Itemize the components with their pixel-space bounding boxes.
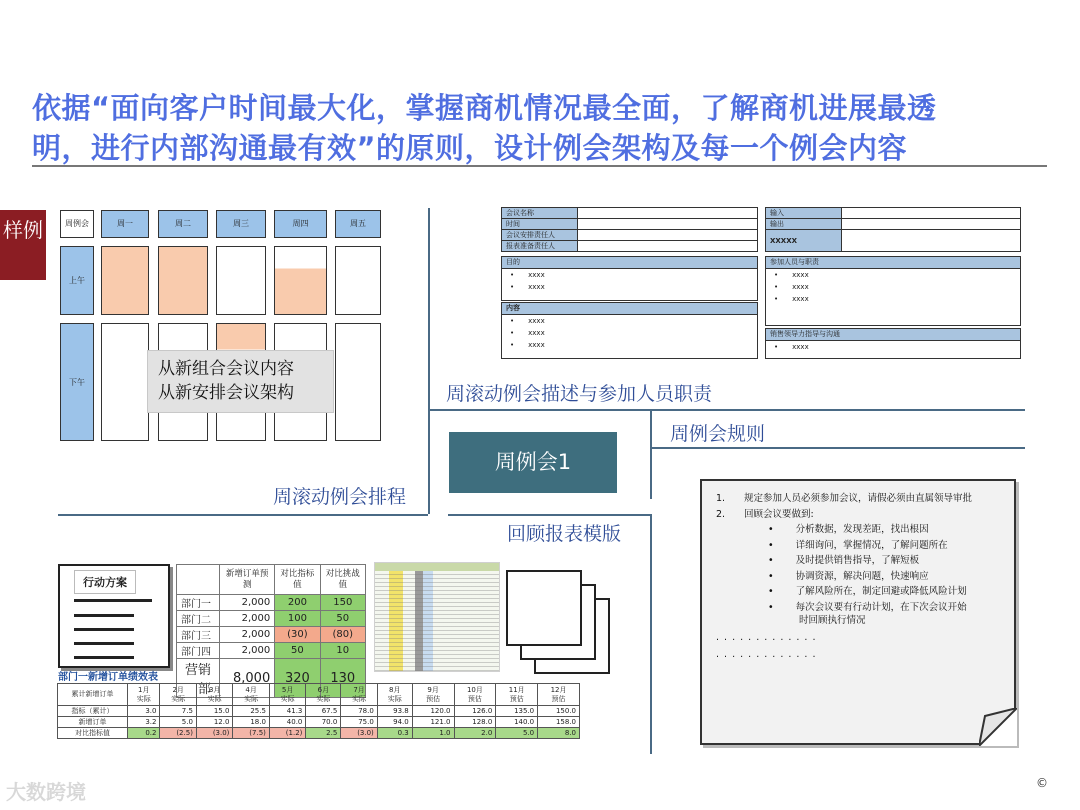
sample-tag: 样例 bbox=[0, 210, 46, 280]
rule-sub-item: 协调资源，解决问题，快速响应 bbox=[795, 570, 929, 582]
form-value bbox=[578, 241, 758, 252]
bullet-item: • xxxx bbox=[510, 315, 757, 327]
form-value bbox=[842, 208, 1021, 219]
rules-document: 1. 规定参加人员必须参加会议，请假必须由直属领导审批 2. 回顾会议要做到: • 分析数据，发现差距，找出根因 • 详细询问，掌握情况，了解问题所在 • 及时提供销售指导，了解短板 • 协调资源，解决问题，快速响应 • 了解风险所在，制定回避或降低风险计划 • 每次会议要有行动计划，在下次会议开始 时回顾执行情况 · · · · · · · · · · · · · · · · · · · · · · · · · · bbox=[700, 479, 1016, 745]
schedule-corner: 周例会 bbox=[60, 210, 94, 238]
form-sales-lead-label: 销售领导力指导与沟通 bbox=[766, 329, 1020, 341]
day-header: 周四 bbox=[274, 210, 327, 238]
rule-number: 1. bbox=[716, 493, 726, 504]
title-divider bbox=[32, 165, 1047, 167]
table-row: 部门四 2,000 50 10 bbox=[177, 643, 366, 659]
form-purpose-label: 目的 bbox=[502, 257, 757, 269]
slot-mon-pm bbox=[101, 323, 149, 441]
weekly-meeting-box: 周例会1 bbox=[449, 432, 617, 493]
bullet-item: • xxxx bbox=[510, 269, 757, 281]
form-value bbox=[578, 230, 758, 241]
divider-line bbox=[448, 514, 650, 516]
form-header-right bbox=[765, 207, 1021, 252]
title-line-1: 依据“面向客户时间最大化，掌握商机情况最全面，了解商机进展最透 bbox=[32, 91, 937, 125]
text-line bbox=[74, 599, 152, 602]
form-value bbox=[842, 219, 1021, 230]
form-field-organizer: 会议安排责任人 bbox=[502, 230, 578, 241]
action-plan-doc bbox=[58, 564, 170, 668]
slot-fri-pm bbox=[335, 323, 381, 441]
table-row: 对比指标值 0.2 (2.5) (3.0) (7.5) (1.2) 2.5 (3.0) 0.3 1.0 2.0 5.0 8.0 bbox=[58, 728, 580, 739]
day-header: 周五 bbox=[335, 210, 381, 238]
rules-caption: 周例会规则 bbox=[670, 423, 766, 445]
bullet-item: • xxxx bbox=[774, 341, 1020, 353]
form-attendees-box bbox=[765, 256, 1021, 326]
slot-thu-am bbox=[274, 246, 327, 315]
callout-line-2: 从新安排会议架构 bbox=[158, 383, 294, 403]
rule-sub-item: 及时提供销售指导，了解短板 bbox=[795, 555, 920, 566]
day-header: 周一 bbox=[101, 210, 149, 238]
copyright-mark: © bbox=[1036, 776, 1048, 790]
divider-line bbox=[650, 514, 652, 754]
table-row: 新增订单 3.2 5.0 12.0 18.0 40.0 70.0 75.0 94.0 121.0 128.0 140.0 158.0 bbox=[58, 717, 580, 728]
form-field-output: 输出 bbox=[766, 219, 842, 230]
page-curl-icon bbox=[979, 708, 1017, 746]
rule-ellipsis: · · · · · · · · · · · · · bbox=[716, 634, 817, 646]
divider-line bbox=[58, 514, 428, 516]
form-field-time: 时间 bbox=[502, 219, 578, 230]
spreadsheet-thumbnail bbox=[374, 562, 500, 672]
perf-corner: 累计新增订单 bbox=[58, 684, 128, 706]
form-output-value: XXXXX bbox=[766, 230, 842, 252]
rule-sub-item-cont: 时回顾执行情况 bbox=[799, 615, 866, 626]
form-field-report: 报表准备责任人 bbox=[502, 241, 578, 252]
text-line bbox=[74, 642, 134, 645]
form-content-box bbox=[501, 302, 758, 359]
text-line bbox=[74, 628, 134, 631]
watermark-logo: 大数跨境 bbox=[6, 780, 86, 804]
divider-line bbox=[650, 409, 652, 499]
slot-wed-am bbox=[216, 246, 266, 315]
perf-table: 累计新增订单 1月 实际 2月 实际 3月 实际 4月 实际 5月 实际 6月 实际 7月 实际 8月 实际 9月 预估 10月 预估 11月 预估 12月 预估 指标（累计） 3.0 7.5 15.0 25.5 41.3 67.5 78.0 93.8 120.0 126.0 135.0 150.0 新增订单 3.2 5.0 12.0 18.0 40.0 70.0 75.0 94.0 121.0 128.0 140.0 158.0 对比指标值 0.2 (2.5) (3.0) (7.5) (1.2) 2.5 (3.0) 0.3 1.0 2.0 5.0 8.0 bbox=[57, 683, 580, 739]
rule-sub-item: 详细询问，掌握情况，了解问题所在 bbox=[795, 539, 948, 551]
schedule-caption: 周滚动例会排程 bbox=[273, 486, 407, 508]
perf-table-title: 部门一新增订单绩效表 bbox=[58, 672, 158, 683]
bullet-item: • xxxx bbox=[510, 281, 757, 293]
bullet-item: • xxxx bbox=[774, 281, 1020, 293]
title-line-2: 明，进行内部沟通最有效”的原则，设计例会架构及每一个例会内容 bbox=[32, 131, 908, 165]
table-corner bbox=[177, 565, 220, 595]
col-header: 对比挑战值 bbox=[320, 565, 365, 595]
rule-ellipsis: · · · · · · · · · · · · · bbox=[716, 652, 817, 663]
bullet-item: • xxxx bbox=[774, 293, 1020, 305]
slot-mon-am bbox=[101, 246, 149, 315]
rule-sub-item: 每次会议要有行动计划，在下次会议开始 bbox=[795, 601, 967, 613]
table-row: 部门二 2,000 100 50 bbox=[177, 611, 366, 627]
rule-item: 规定参加人员必须参加会议，请假必须由直属领导审批 bbox=[744, 493, 973, 504]
slot-fri-am bbox=[335, 246, 381, 315]
form-attendees-label: 参加人员与职责 bbox=[766, 257, 1020, 269]
form-field-input: 输入 bbox=[766, 208, 842, 219]
rule-number: 2. bbox=[716, 508, 726, 520]
form-content-label: 内容 bbox=[502, 303, 757, 315]
text-line bbox=[74, 656, 134, 659]
form-value bbox=[578, 219, 758, 230]
dept-forecast-table bbox=[176, 564, 366, 698]
stacked-doc bbox=[506, 570, 582, 646]
form-header-left bbox=[501, 207, 758, 252]
bullet-item: • xxxx bbox=[774, 269, 1020, 281]
table-row: 营销部 8,000 320 130 bbox=[177, 659, 366, 698]
rule-sub-item: 分析数据，发现差距，找出根因 bbox=[795, 524, 929, 535]
table-row: 指标（累计） 3.0 7.5 15.0 25.5 41.3 67.5 78.0 93.8 120.0 126.0 135.0 150.0 bbox=[58, 706, 580, 717]
divider-line bbox=[650, 447, 1025, 449]
form-caption: 周滚动例会描述与参加人员职责 bbox=[446, 383, 713, 405]
form-purpose-box bbox=[501, 256, 758, 301]
page-title bbox=[32, 88, 1062, 168]
divider-line bbox=[428, 208, 430, 514]
slot-tue-am bbox=[158, 246, 208, 315]
form-value bbox=[578, 208, 758, 219]
day-header: 周二 bbox=[158, 210, 208, 238]
col-header: 对比指标值 bbox=[275, 565, 320, 595]
rule-item: 回顾会议要做到: bbox=[744, 508, 814, 520]
text-line bbox=[74, 614, 134, 617]
callout-box bbox=[147, 350, 334, 413]
bullet-item: • xxxx bbox=[510, 339, 757, 351]
afternoon-label: 下午 bbox=[60, 323, 94, 441]
callout-line-1: 从新组合会议内容 bbox=[158, 359, 294, 379]
divider-line bbox=[428, 409, 1025, 411]
morning-label: 上午 bbox=[60, 246, 94, 315]
table-row: 部门一 2,000 200 150 bbox=[177, 595, 366, 611]
table-row: 部门三 2,000 (30) (80) bbox=[177, 627, 366, 643]
action-plan-title: 行动方案 bbox=[74, 570, 136, 594]
form-value bbox=[842, 230, 1021, 252]
review-caption: 回顾报表模版 bbox=[507, 523, 622, 545]
rule-sub-item: 了解风险所在，制定回避或降低风险计划 bbox=[795, 586, 967, 597]
col-header: 新增订单预测 bbox=[220, 565, 275, 595]
bullet-item: • xxxx bbox=[510, 327, 757, 339]
form-field-name: 会议名称 bbox=[502, 208, 578, 219]
form-sales-lead-box bbox=[765, 328, 1021, 359]
day-header: 周三 bbox=[216, 210, 266, 238]
